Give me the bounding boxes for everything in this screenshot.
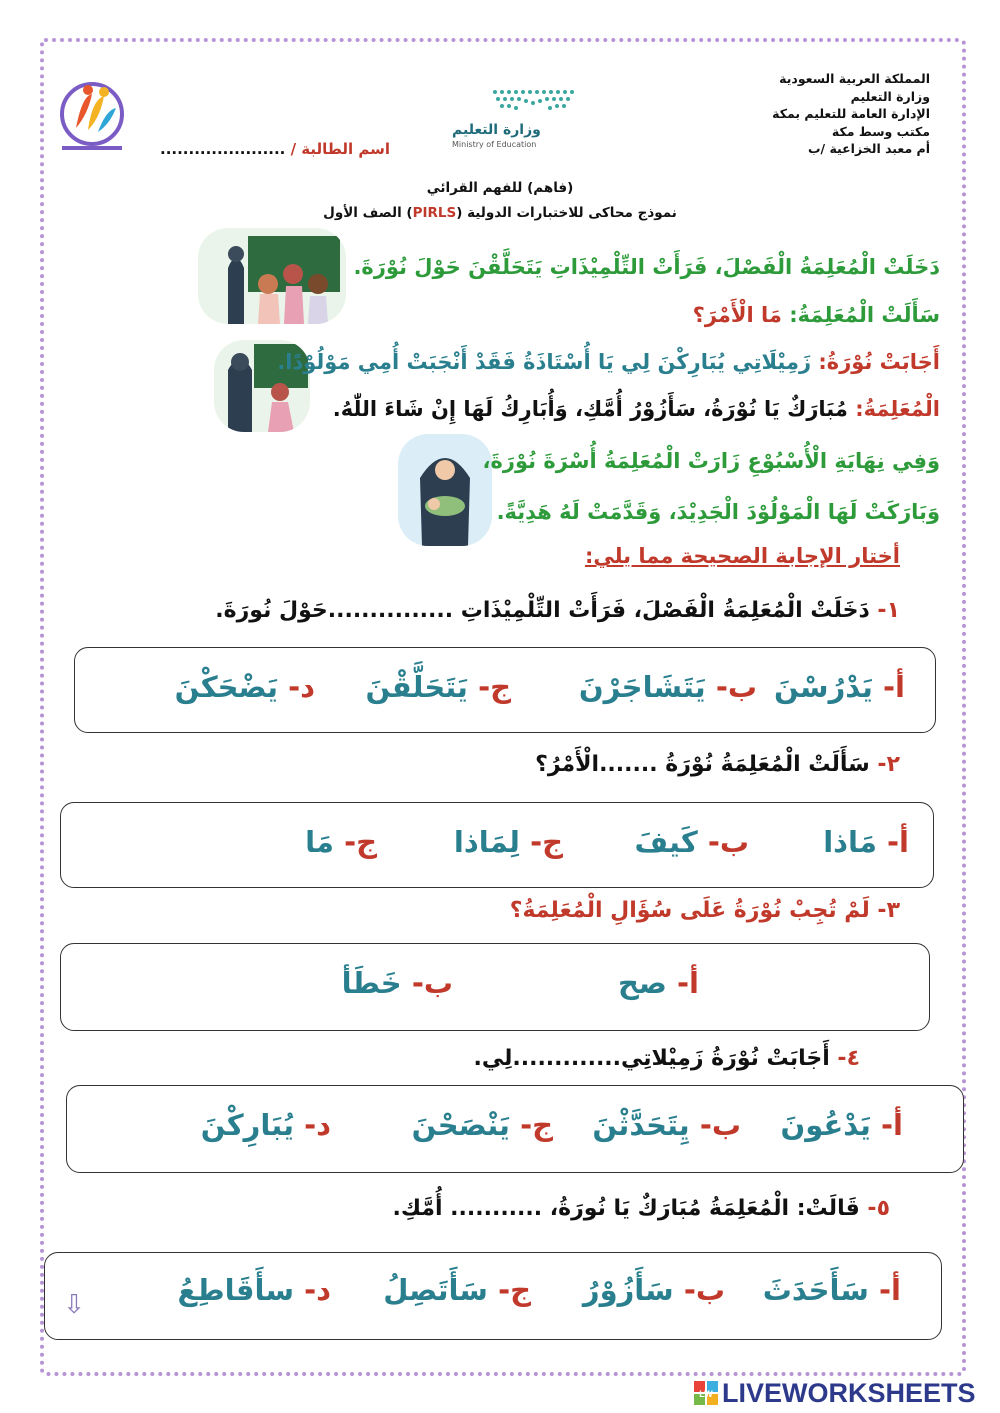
option-4c[interactable]: ج- يَنْصَحْنَ	[411, 1108, 553, 1142]
story-line-2-speaker: سَأَلَتْ الْمُعَلِمَةُ:	[789, 303, 940, 327]
option-4a[interactable]: أ- يَدْعُونَ	[780, 1108, 903, 1142]
worksheet-subtitle	[300, 205, 700, 221]
question-5	[393, 1196, 890, 1221]
subtitle-part-b: ) الصف الأول	[323, 205, 413, 221]
header-office: مكتب وسط مكة	[831, 123, 930, 139]
question-number: ٤-	[837, 1046, 860, 1071]
teacher-baby-illustration	[398, 434, 492, 546]
instruction-heading: أختار الإجابة الصحيحة مما يلي:	[584, 544, 900, 568]
option-5a[interactable]: أ- سَأَحَدَثَ	[762, 1273, 901, 1307]
question-text: أَجَابَتْ نُوْرَةُ زَمِيْلاتِي.............لِي.	[473, 1046, 830, 1071]
option-3b[interactable]: ب- خَطَأ	[341, 966, 453, 1000]
option-2a[interactable]: أ- مَاذا	[823, 825, 909, 859]
story-line-4-speaker: الْمُعَلِمَةُ:	[855, 397, 940, 421]
question-4	[474, 1046, 861, 1071]
story-line-4	[333, 397, 940, 421]
question-text: لَمْ تُجِبْ نُوْرَةُ عَلَى سُؤَالِ الْمُعَلِمَةُ؟	[509, 898, 870, 923]
option-5b[interactable]: ب- سَأَزُوْرُ	[582, 1273, 725, 1307]
story-line-6: وَبَارَكَتْ لَهَا الْمَوْلُوْدَ الْجَدِيْدَ، وَقَدَّمَتْ لَهُ هَدِيَّةً.	[496, 500, 940, 524]
school-logo-icon	[52, 76, 132, 156]
option-1b[interactable]: ب- يَتَشَاجَرْنَ	[578, 670, 757, 704]
question-3	[510, 898, 900, 923]
svg-text:LW: LW	[699, 1389, 713, 1399]
answer-box-4	[66, 1085, 964, 1173]
question-number: ٢-	[877, 752, 900, 777]
option-4d[interactable]: د- يُبَارِكْنَ	[200, 1108, 331, 1142]
question-text: قَالَتْ: الْمُعَلِمَةُ مُبَارَكٌ يَا نُورَةُ، ........... أُمَّكِ.	[392, 1196, 860, 1221]
question-2	[535, 752, 900, 777]
story-line-3-text: زَمِيْلَاتِي يُبَارِكْنَ لِي يَا أُسْتَاذَةُ فَقَدْ أَنْجَبَتْ أُمِي مَوْلُوْدًا.	[277, 350, 812, 374]
header-school: أم معبد الخزاعية /ب	[807, 141, 930, 156]
option-2d[interactable]: ج- مَا	[305, 825, 377, 859]
option-2c[interactable]: ج- لِمَاذا	[453, 825, 563, 859]
option-1d[interactable]: د- يَضْحَكْنَ	[174, 670, 315, 704]
student-name-label: اسم الطالبة /	[290, 140, 391, 158]
option-2b[interactable]: ب- كَيفَ	[634, 825, 749, 859]
school-header	[730, 70, 930, 158]
story-line-2	[693, 303, 940, 327]
option-5d[interactable]: د- سأَقَاطِعُ	[177, 1273, 331, 1307]
subtitle-part-a: نموذج محاكى للاختبارات الدولية (	[456, 205, 677, 221]
answer-box-5	[44, 1252, 942, 1340]
option-1c[interactable]: ج- يَتَحَلَّقْنَ	[365, 670, 511, 704]
question-number: ٥-	[867, 1196, 890, 1221]
worksheet-title: (فاهم) للفهم القرائي	[426, 180, 574, 196]
question-number: ٣-	[877, 898, 900, 923]
story-line-1: دَخَلَتْ الْمُعَلِمَةُ الْفَصْلَ، فَرَأَتْ التِّلْمِيْذَاتِ يَتَحَلَّقْنَ حَوْلَ نُوْرَةَ.	[353, 255, 940, 279]
header-country: المملكة العربية السعودية	[779, 71, 930, 86]
ministry-logo-text: وزارة التعليم	[452, 122, 541, 138]
scroll-down-icon[interactable]: ⇩	[63, 1290, 85, 1320]
option-1a[interactable]: أ- يَدْرُسْنَ	[773, 670, 905, 704]
option-3a[interactable]: أ- صح	[617, 966, 699, 1000]
header-administration: الإدارة العامة للتعليم بمكة	[772, 106, 930, 121]
ministry-logo-subtext: Ministry of Education	[452, 140, 537, 149]
question-text: دَخَلَتْ الْمُعَلِمَةُ الْفَصْلَ، فَرَأَتْ التِّلْمِيْذَاتِ ...............حَوْلَ نُورَةَ.	[215, 598, 870, 623]
story-line-4-text: مُبَارَكٌ يَا نُوْرَةُ، سَأَزُوْرُ أُمَّكِ، وَأُبَارِكُ لَهَا إِنْ شَاءَ اللّٰهُ.	[332, 397, 848, 421]
header-ministry: وزارة التعليم	[850, 88, 930, 104]
question-1	[215, 598, 900, 623]
student-name-field[interactable]	[160, 140, 390, 158]
option-5c[interactable]: ج- سَأَتَصِلُ	[383, 1273, 531, 1307]
question-number: ١-	[877, 598, 900, 623]
liveworksheets-brand: LIVEWORKSHEETS	[722, 1378, 976, 1408]
option-4b[interactable]: ب- يِتَحَدَّثْنَ	[592, 1108, 741, 1142]
answer-box-2	[60, 802, 934, 888]
story-line-3	[277, 350, 940, 374]
liveworksheets-badge-icon	[694, 1381, 718, 1405]
question-text: سَأَلَتْ الْمُعَلِمَةُ نُوْرَةُ .......الْأَمْرُ؟	[535, 752, 870, 777]
answer-box-1	[74, 647, 936, 733]
answer-box-3	[60, 943, 930, 1031]
story-line-5: وَفِي نِهَايَةِ الْأُسْبُوْعِ زَارَتْ الْمُعَلِمَةُ أُسْرَةَ نُوْرَةَ،	[482, 449, 940, 473]
story-line-2-text: مَا الْأَمْرَ؟	[692, 303, 782, 327]
classroom-illustration	[198, 228, 346, 324]
student-name-blank[interactable]: ......................	[160, 140, 286, 158]
story-line-3-speaker: أَجَابَتْ نُوْرَةُ:	[818, 350, 940, 374]
pirls-label: PIRLS	[412, 205, 457, 221]
